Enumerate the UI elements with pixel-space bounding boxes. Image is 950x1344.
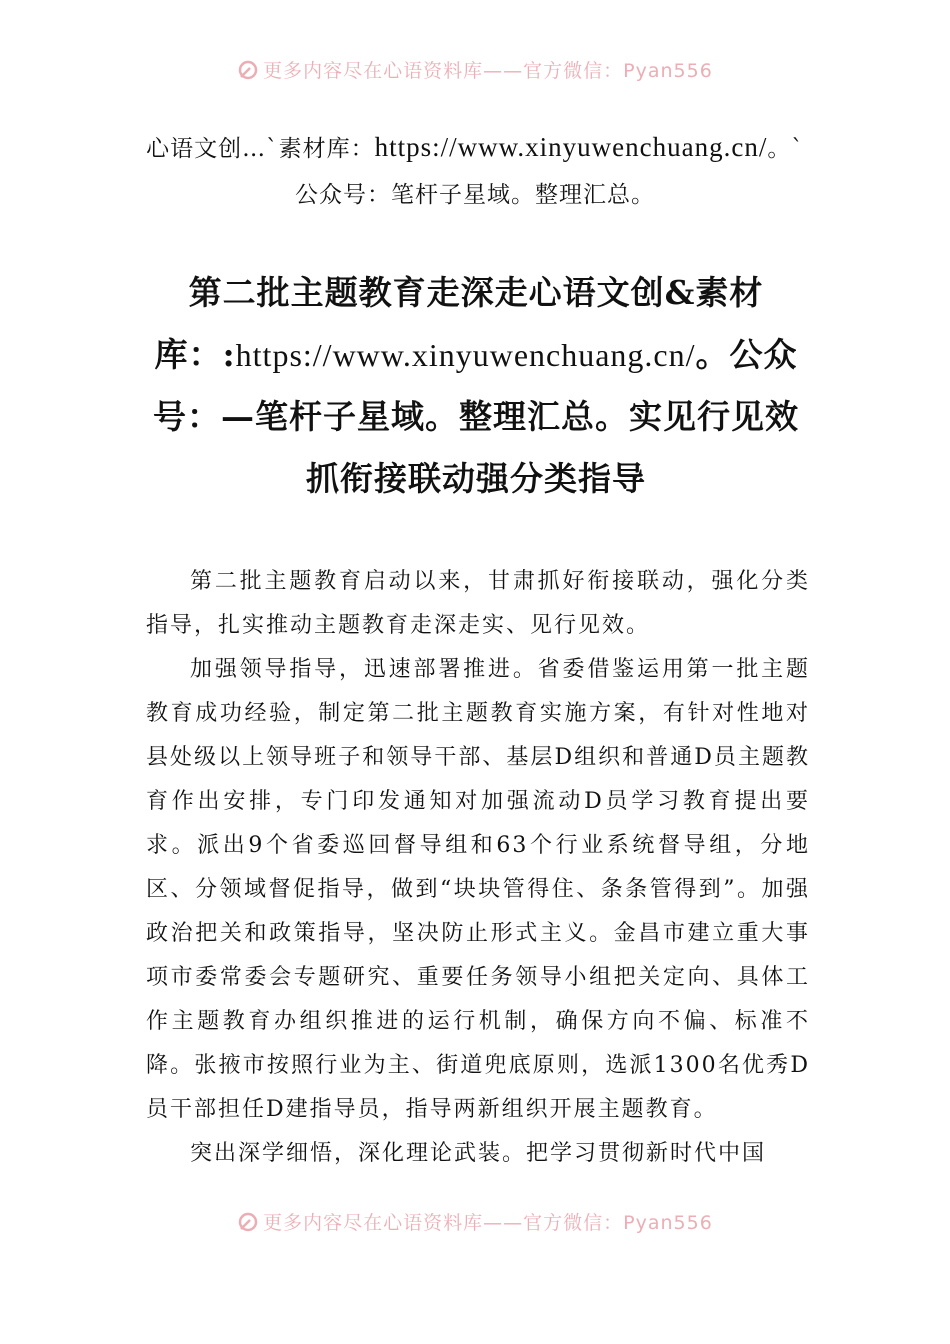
source-url: https://www.xinyuwenchuang.cn/ — [374, 132, 768, 162]
title-url: https://www.xinyuwenchuang.cn/ — [235, 337, 696, 373]
source-note-part2: 。`公众号：笔杆子星域。整理汇总。 — [295, 136, 804, 208]
source-note-part1: 心语文创…`素材库： — [146, 136, 375, 162]
source-note — [140, 124, 810, 218]
watermark-footer — [0, 1208, 950, 1235]
document-title — [138, 262, 814, 510]
title-part2: 。公众号：—笔杆子星域。整理汇总。实见行见效抓衔接联动强分类指导 — [153, 335, 799, 498]
article-body — [146, 560, 810, 1176]
watermark-text: 更多内容尽在心语资料库——官方微信：Pyan556 — [263, 1212, 713, 1234]
paragraph: 加强领导指导，迅速部署推进。省委借鉴运用第一批主题教育成功经验，制定第二批主题教育实施方案，有针对性地对县处级以上领导班子和领导干部、基层D组织和普通D员主题教育作出安排，专门印发通知对加强流动D员学习教育提出要求。派出9个省委巡回督导组和63个行业系统督导组，分地区、分领域督促指导，做到“块块管得住、条条管得到”。加强政治把关和政策指导，坚决防止形式主义。金昌市建立重大事项市委常委会专题研究、重要任务领导小组把关定向、具体工作主题教育办组织推进的运行机制，确保方向不偏、标准不降。张掖市按照行业为主、街道兜底原则，选派1300名优秀D员干部担任D建指导员，指导两新组织开展主题教育。 — [146, 657, 810, 1122]
paragraph: 突出深学细悟，深化理论武装。把学习贯彻新时代中国 — [190, 1141, 767, 1166]
watermark-text: 更多内容尽在心语资料库——官方微信：Pyan556 — [263, 60, 713, 82]
title-part1: 第二批主题教育走深走心语文创&素材库：: — [154, 273, 764, 374]
watermark-header — [0, 56, 950, 83]
logo-icon — [237, 1211, 259, 1233]
logo-icon — [237, 59, 259, 81]
paragraph: 第二批主题教育启动以来，甘肃抓好衔接联动，强化分类指导，扎实推动主题教育走深走实、见行见效。 — [146, 569, 810, 638]
